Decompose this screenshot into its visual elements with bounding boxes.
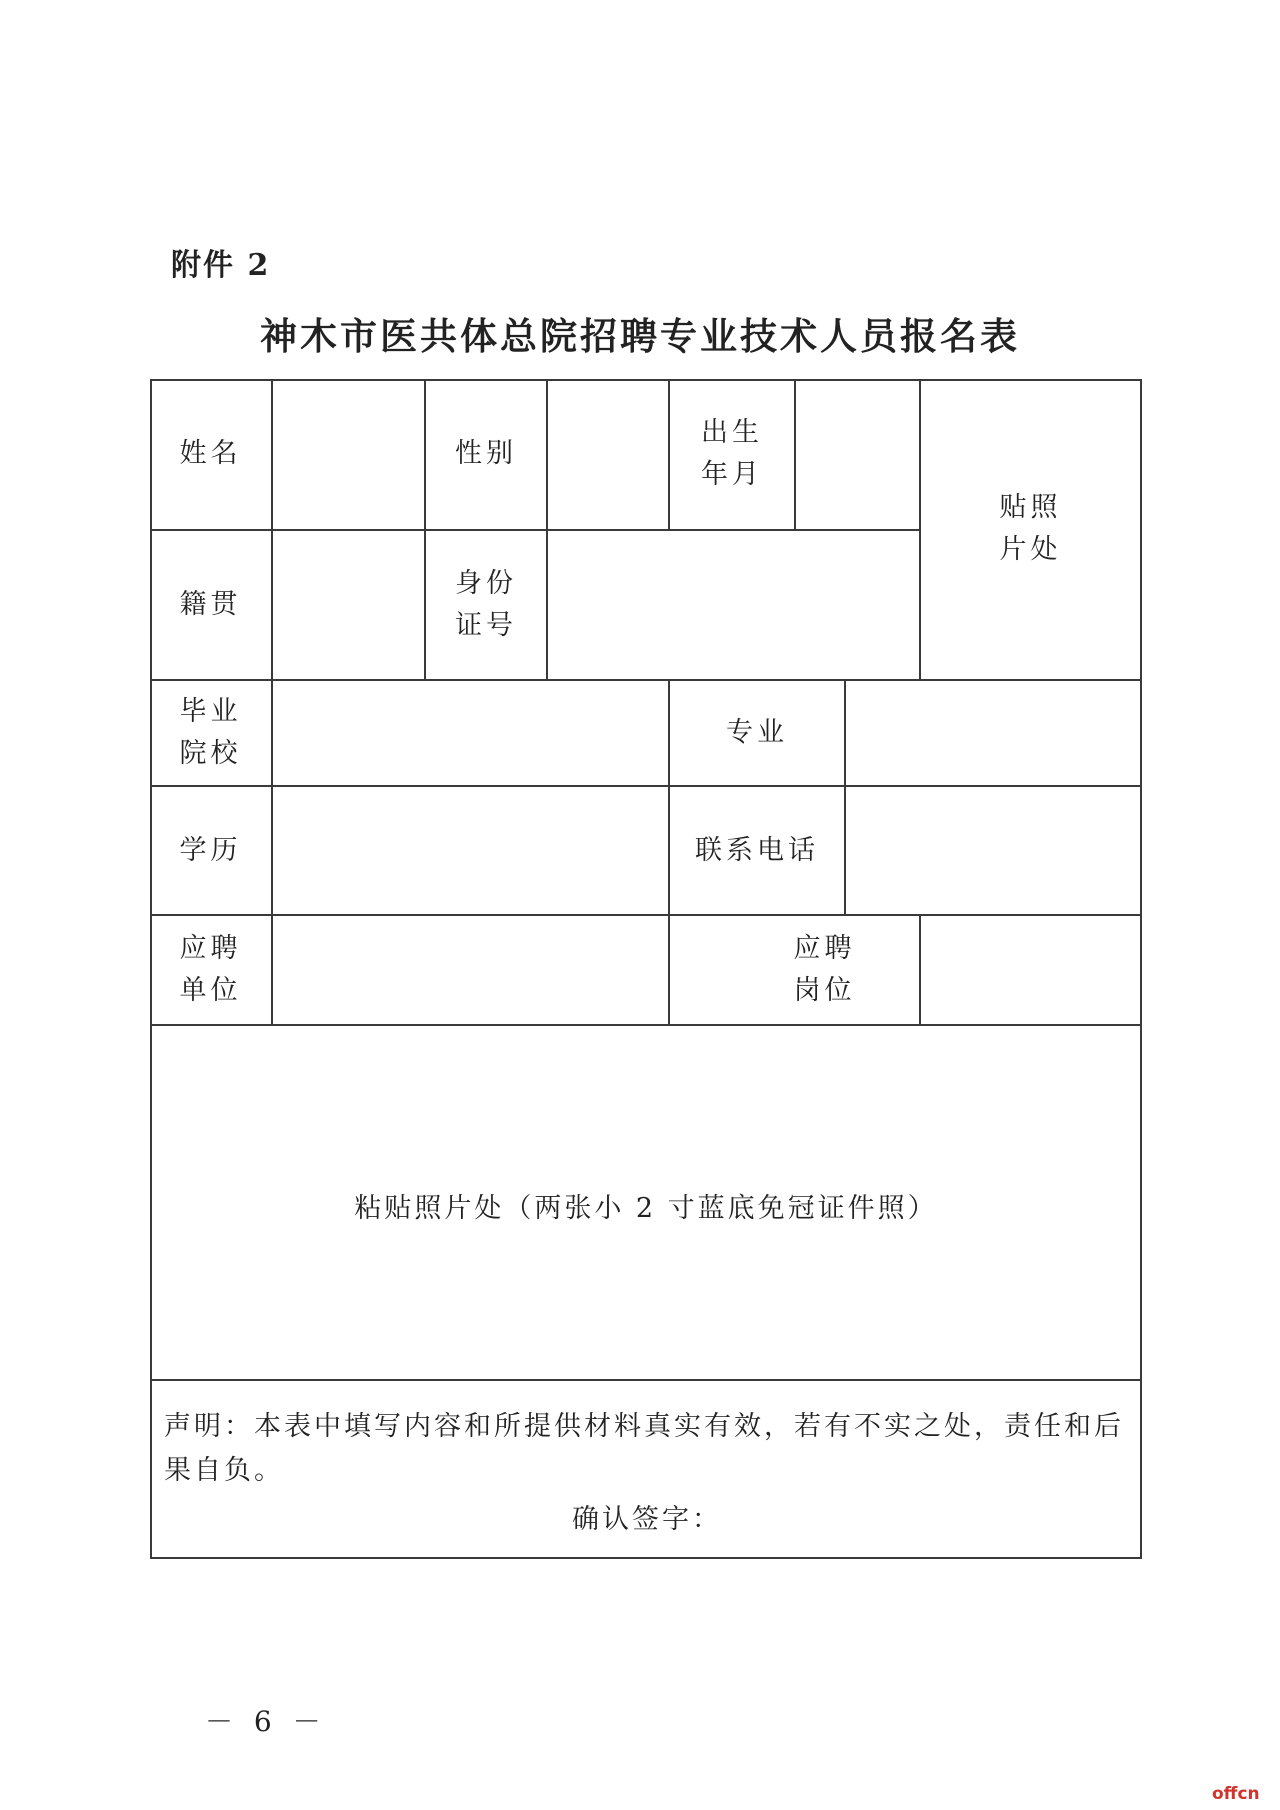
statement-cell [152, 1381, 1140, 1557]
photo-area-label: 粘贴照片处（两张小 2 寸蓝底免冠证件照） [354, 1192, 938, 1224]
phone-label: 联系电话 [695, 834, 819, 866]
birth-label: 出生 年月 [701, 417, 763, 490]
attachment-label: 附件 2 [171, 248, 271, 283]
name-label-cell [150, 379, 271, 529]
unit-label: 应聘 单位 [179, 933, 242, 1006]
photo-label: 贴照 片处 [999, 492, 1062, 565]
major-label: 专业 [726, 717, 788, 748]
phone-field[interactable] [846, 787, 1140, 914]
school-label-cell [150, 681, 271, 785]
position-label-cell [670, 916, 919, 1024]
gender-label: 性别 [455, 438, 517, 469]
native-place-label-cell [150, 531, 271, 679]
gender-field[interactable] [548, 379, 668, 529]
form-title: 神木市医共体总院招聘专业技术人员报名表 [260, 314, 1020, 358]
education-label-cell [150, 787, 271, 914]
registration-form-table [150, 379, 1142, 1559]
native-place-label: 籍贯 [179, 589, 242, 620]
birth-label-cell [670, 379, 794, 529]
id-number-field[interactable] [548, 531, 919, 679]
birth-field[interactable] [796, 379, 919, 529]
position-field[interactable] [921, 916, 1140, 1024]
education-field[interactable] [273, 787, 668, 914]
page-number: － 6 － [205, 1705, 327, 1738]
id-number-label-cell [426, 531, 546, 679]
major-field[interactable] [846, 681, 1140, 785]
statement-text: 声明：本表中填写内容和所提供材料真实有效，若有不实之处，责任和后果自负。 [164, 1411, 1124, 1486]
school-label: 毕业 院校 [179, 696, 242, 769]
phone-label-cell [670, 787, 844, 914]
school-field[interactable] [273, 681, 668, 785]
major-label-cell [670, 681, 844, 785]
unit-label-cell [150, 916, 271, 1024]
name-field[interactable] [273, 379, 424, 529]
table-border-right [1140, 379, 1142, 1559]
unit-field[interactable] [273, 916, 668, 1024]
native-place-field[interactable] [273, 531, 424, 679]
photo-area[interactable] [152, 1026, 1140, 1379]
name-label: 姓名 [179, 438, 242, 469]
signature-label: 确认签字： [572, 1504, 722, 1535]
gender-label-cell [426, 379, 546, 529]
education-label: 学历 [179, 834, 242, 866]
id-number-label: 身份 证号 [455, 568, 517, 641]
watermark: offcn [1212, 1784, 1260, 1804]
table-border-bottom [150, 1557, 1142, 1559]
photo-cell[interactable] [921, 379, 1140, 679]
position-label: 应聘 岗位 [793, 933, 856, 1006]
